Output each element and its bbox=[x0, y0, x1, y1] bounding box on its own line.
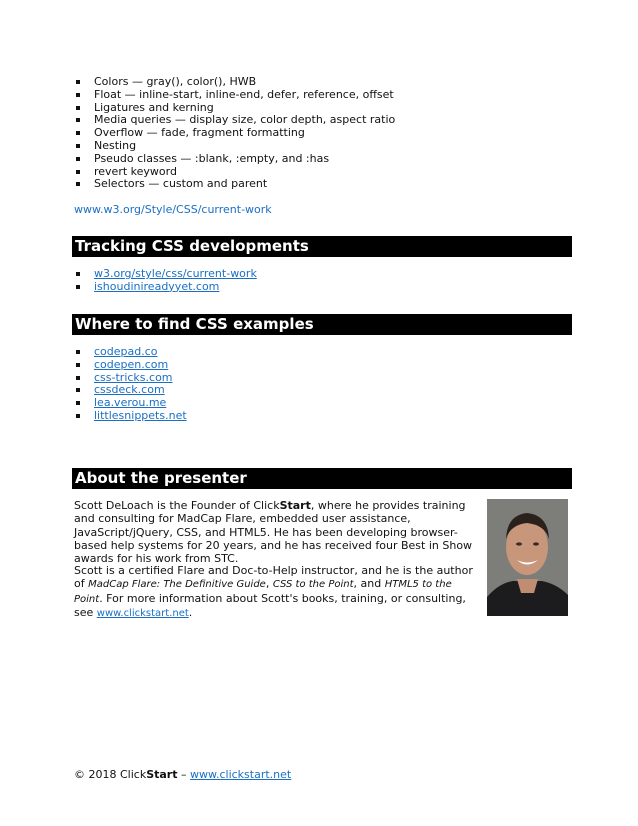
list-item: Float — inline-start, inline-end, defer, reference, offset bbox=[74, 89, 395, 102]
w3-current-work-link[interactable]: w3.org/style/css/current-work bbox=[94, 267, 257, 280]
about-paragraph-1: Scott DeLoach is the Founder of ClickStart, where he provides training and consulting for MadCap Flare, embedded user assistance, JavaScript/jQuery, CSS, and HTML5. He has been developing browser-based help systems for 20 years, and he has received four Best in Show awards for his work from STC. bbox=[74, 499, 473, 566]
bullet-square-icon bbox=[76, 350, 80, 354]
cssdeck-link[interactable]: cssdeck.com bbox=[94, 383, 165, 397]
littlesnippets-link[interactable]: littlesnippets.net bbox=[94, 408, 187, 422]
book-title: HTML5 to the Point bbox=[74, 579, 452, 605]
presenter-photo bbox=[487, 499, 568, 616]
bullet-square-icon bbox=[76, 170, 80, 174]
brand-name: Start bbox=[279, 499, 311, 512]
bullet-square-icon bbox=[76, 376, 80, 380]
bullet-square-icon bbox=[76, 363, 80, 367]
list-item: Colors — gray(), color(), HWB bbox=[74, 76, 395, 89]
bullet-square-icon bbox=[76, 414, 80, 418]
section-heading-examples: Where to find CSS examples bbox=[72, 314, 572, 335]
list-item: Ligatures and kerning bbox=[74, 102, 395, 115]
book-title: MadCap Flare: The Definitive Guide bbox=[88, 579, 266, 591]
presenter-portrait-icon bbox=[487, 499, 568, 616]
bullet-square-icon bbox=[76, 157, 80, 161]
bullet-square-icon bbox=[76, 285, 80, 289]
bullet-square-icon bbox=[76, 131, 80, 135]
houdini-link[interactable]: ishoudinireadyyet.com bbox=[94, 279, 220, 293]
list-item: Selectors — custom and parent bbox=[74, 178, 395, 191]
tracking-links-list bbox=[74, 268, 257, 294]
book-title: CSS to the Point bbox=[272, 579, 354, 591]
css-features-list bbox=[74, 76, 395, 191]
bullet-square-icon bbox=[76, 106, 80, 110]
current-work-link[interactable]: www.w3.org/Style/CSS/current-work bbox=[74, 203, 272, 216]
brand-name: Start bbox=[146, 768, 178, 781]
bullet-square-icon bbox=[76, 144, 80, 148]
list-item bbox=[74, 281, 257, 294]
codepad-link[interactable]: codepad.co bbox=[94, 345, 158, 358]
bullet-square-icon bbox=[76, 93, 80, 97]
bullet-square-icon bbox=[76, 388, 80, 392]
page-footer: © 2018 ClickStart – www.clickstart.net bbox=[74, 768, 292, 781]
bullet-square-icon bbox=[76, 118, 80, 122]
section-heading-tracking: Tracking CSS developments bbox=[72, 236, 572, 257]
list-item: revert keyword bbox=[74, 166, 395, 179]
list-item: Nesting bbox=[74, 140, 395, 153]
section-heading-about: About the presenter bbox=[72, 468, 572, 489]
codepen-link[interactable]: codepen.com bbox=[94, 357, 169, 371]
bullet-square-icon bbox=[76, 182, 80, 186]
list-item: Overflow — fade, fragment formatting bbox=[74, 127, 395, 140]
list-item bbox=[74, 410, 187, 423]
footer-clickstart-link[interactable]: www.clickstart.net bbox=[190, 768, 292, 781]
bullet-square-icon bbox=[76, 80, 80, 84]
list-item: Media queries — display size, color depth, aspect ratio bbox=[74, 114, 395, 127]
lea-verou-link[interactable]: lea.verou.me bbox=[94, 396, 167, 410]
list-item: Pseudo classes — :blank, :empty, and :has bbox=[74, 153, 395, 166]
bullet-square-icon bbox=[76, 401, 80, 405]
css-tricks-link[interactable]: css-tricks.com bbox=[94, 370, 173, 384]
clickstart-link[interactable]: www.clickstart.net bbox=[96, 607, 189, 619]
examples-links-list bbox=[74, 346, 187, 423]
bullet-square-icon bbox=[76, 272, 80, 276]
about-paragraph-2: Scott is a certified Flare and Doc-to-Help instructor, and he is the author of MadCap Flare: The Definitive Guide, CSS to the Point, and HTML5 to the Point. For more information about Scott's books, training, or consulting, see www.clickstart.net. bbox=[74, 564, 473, 619]
